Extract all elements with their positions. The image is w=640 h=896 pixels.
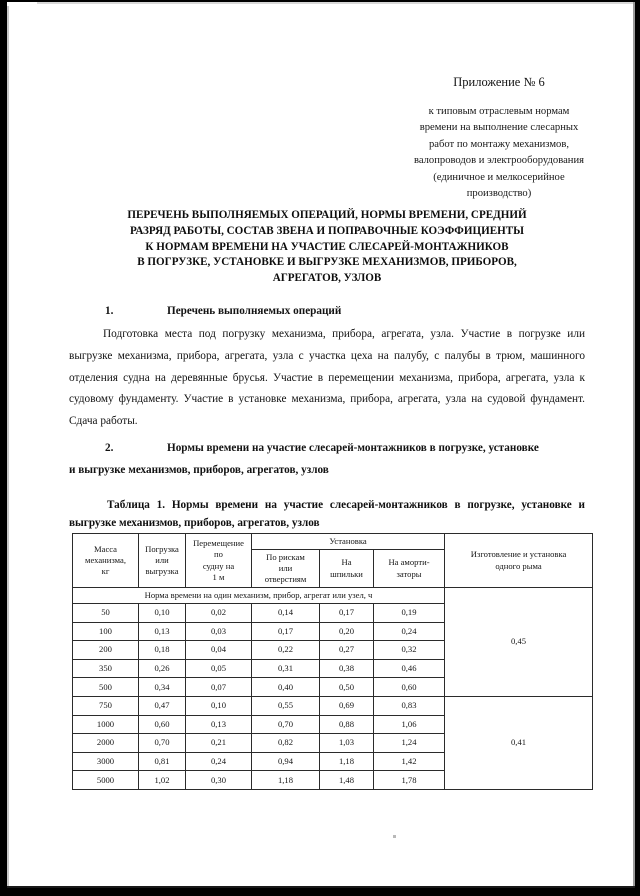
cell-shock: 0,32: [374, 641, 445, 660]
scan-speck: [393, 835, 396, 838]
cell-moving: 0,03: [186, 622, 252, 641]
cell-mass: 750: [73, 696, 139, 715]
appendix-subtitle-line: валопроводов и электрооборудования: [413, 155, 585, 167]
cell-marks: 0,82: [252, 734, 320, 753]
header-studs: [320, 550, 374, 588]
cell-marks: 0,22: [252, 641, 320, 660]
cell-marks: 1,18: [252, 771, 320, 790]
cell-moving: 0,21: [186, 734, 252, 753]
section-2-heading-continuation: и выгрузке механизмов, приборов, агрегатов, узлов: [69, 464, 329, 476]
cell-marks: 0,31: [252, 659, 320, 678]
cell-loading: 0,81: [139, 752, 186, 771]
cell-studs: 0,27: [320, 641, 374, 660]
header-loading: [139, 534, 186, 588]
header-eyebolt: [445, 534, 593, 588]
appendix-title: Приложение № 6: [453, 75, 545, 89]
document-title-line: К НОРМАМ ВРЕМЕНИ НА УЧАСТИЕ СЛЕСАРЕЙ-МОНТАЖНИКОВ: [145, 240, 509, 253]
eyebolt-merged-value: 0,45: [445, 588, 593, 697]
eyebolt-merged-value: 0,41: [445, 696, 593, 789]
cell-marks: 0,17: [252, 622, 320, 641]
cell-moving: 0,05: [186, 659, 252, 678]
cell-studs: 1,18: [320, 752, 374, 771]
cell-studs: 0,38: [320, 659, 374, 678]
units-label: Норма времени на один механизм, прибор, агрегат или узел, ч: [73, 588, 445, 604]
cell-moving: 0,13: [186, 715, 252, 734]
norms-table: [72, 533, 593, 790]
section-1-title: Перечень выполняемых операций: [167, 305, 342, 317]
cell-studs: 1,03: [320, 734, 374, 753]
header-moving: [186, 534, 252, 588]
header-loading-line: или: [155, 554, 169, 565]
scanned-page: [7, 2, 635, 888]
cell-loading: 0,18: [139, 641, 186, 660]
header-moving-line: Перемещение: [193, 538, 244, 549]
header-moving-line: по: [214, 549, 223, 560]
appendix-subtitle-line: производство): [466, 187, 532, 199]
cell-mass: 350: [73, 659, 139, 678]
header-eyebolt-line: Изготовление и установка: [470, 549, 567, 560]
cell-loading: 0,70: [139, 734, 186, 753]
header-loading-line: Погрузка: [145, 543, 179, 554]
cell-loading: 0,10: [139, 604, 186, 623]
cell-mass: 500: [73, 678, 139, 697]
header-eyebolt-line: одного рыма: [495, 560, 542, 571]
cell-loading: 0,13: [139, 622, 186, 641]
cell-loading: 0,26: [139, 659, 186, 678]
header-installation-group: Установка: [252, 534, 445, 550]
cell-shock: 0,46: [374, 659, 445, 678]
header-moving-line: судну на: [202, 560, 235, 571]
cell-moving: 0,30: [186, 771, 252, 790]
cell-mass: 5000: [73, 771, 139, 790]
cell-mass: 3000: [73, 752, 139, 771]
section-1-body: Подготовка места под погрузку механизма, прибора, агрегата, узла. Участие в погрузке или выгрузке механизма, прибора, агрегата, узла с участка цеха на палубу, с палубы в трюм, машинного отделения судна на деревянные брусья. Участие в перемещении механизма, прибора, агрегата, узла к судовому фундаменту. Участие в установке механизма, прибора, агрегата, узла на судовой фундамент. Сдача работы.: [69, 328, 585, 428]
cell-loading: 0,47: [139, 696, 186, 715]
cell-studs: 1,48: [320, 771, 374, 790]
cell-shock: 1,24: [374, 734, 445, 753]
header-studs-line: На: [341, 557, 352, 568]
header-marks-line: отверстиям: [264, 574, 307, 585]
cell-moving: 0,02: [186, 604, 252, 623]
document-title-line: ПЕРЕЧЕНЬ ВЫПОЛНЯЕМЫХ ОПЕРАЦИЙ, НОРМЫ ВРЕМЕНИ, СРЕДНИЙ: [127, 209, 527, 221]
header-marks-line: По рискам: [266, 551, 305, 562]
cell-moving: 0,07: [186, 678, 252, 697]
cell-moving: 0,10: [186, 696, 252, 715]
norms-table-body: [73, 588, 593, 790]
cell-studs: 0,88: [320, 715, 374, 734]
cell-moving: 0,04: [186, 641, 252, 660]
cell-loading: 0,34: [139, 678, 186, 697]
document-title-line: АГРЕГАТОВ, УЗЛОВ: [272, 272, 382, 284]
cell-shock: 0,83: [374, 696, 445, 715]
cell-marks: 0,14: [252, 604, 320, 623]
cell-shock: 1,78: [374, 771, 445, 790]
cell-mass: 2000: [73, 734, 139, 753]
cell-studs: 0,50: [320, 678, 374, 697]
header-shock-line: заторы: [396, 568, 422, 579]
cell-marks: 0,55: [252, 696, 320, 715]
section-2-number: 2.: [105, 442, 114, 454]
appendix-subtitle-line: работ по монтажу механизмов,: [429, 138, 569, 150]
section-2-title: Нормы времени на участие слесарей-монтажников в погрузке, установке: [167, 442, 539, 454]
cell-mass: 1000: [73, 715, 139, 734]
cell-shock: 0,19: [374, 604, 445, 623]
cell-loading: 1,02: [139, 771, 186, 790]
cell-marks: 0,40: [252, 678, 320, 697]
cell-marks: 0,94: [252, 752, 320, 771]
header-moving-line: 1 м: [212, 571, 225, 582]
cell-shock: 1,06: [374, 715, 445, 734]
section-1-heading: [69, 302, 585, 320]
cell-shock: 0,60: [374, 678, 445, 697]
appendix-subtitle-line: к типовым отраслевым нормам: [428, 105, 570, 117]
cell-mass: 200: [73, 641, 139, 660]
document-title: [69, 208, 585, 287]
header-mass-line: кг: [101, 566, 110, 577]
header-mass-line: механизма,: [85, 554, 126, 565]
appendix-subtitle-line: (единичное и мелкосерийное: [433, 171, 565, 183]
header-marks: [252, 550, 320, 588]
document-title-line: РАЗРЯД РАБОТЫ, СОСТАВ ЗВЕНА И ПОПРАВОЧНЫЕ КОЭФФИЦИЕНТЫ: [129, 224, 525, 237]
appendix-header: [379, 74, 619, 202]
cell-moving: 0,24: [186, 752, 252, 771]
appendix-subtitle: [379, 104, 619, 202]
cell-loading: 0,60: [139, 715, 186, 734]
table-row: [73, 696, 593, 715]
document-sheet: [7, 2, 635, 888]
cell-mass: 50: [73, 604, 139, 623]
header-marks-line: или: [278, 562, 293, 573]
cell-mass: 100: [73, 622, 139, 641]
cell-marks: 0,70: [252, 715, 320, 734]
appendix-subtitle-line: времени на выполнение слесарных: [419, 122, 579, 134]
section-2-heading: [69, 439, 585, 457]
table-units-row: [73, 588, 593, 604]
norms-table-wrapper: [72, 533, 592, 790]
header-shock: [374, 550, 445, 588]
cell-studs: 0,69: [320, 696, 374, 715]
document-title-line: В ПОГРУЗКЕ, УСТАНОВКЕ И ВЫГРУЗКЕ МЕХАНИЗМОВ, ПРИБОРОВ,: [137, 256, 517, 269]
section-1-number: 1.: [105, 305, 114, 317]
header-shock-line: На аморти-: [388, 557, 430, 568]
cell-studs: 0,17: [320, 604, 374, 623]
cell-studs: 0,20: [320, 622, 374, 641]
cell-shock: 1,42: [374, 752, 445, 771]
cell-shock: 0,24: [374, 622, 445, 641]
header-mass-line: Масса: [93, 543, 117, 554]
header-studs-line: шпильки: [330, 568, 363, 579]
header-mass: [73, 534, 139, 588]
header-loading-line: выгрузка: [145, 566, 179, 577]
table-caption: Таблица 1. Нормы времени на участие слесарей-монтажников в погрузке, установке и выгрузке механизмов, приборов, агрегатов, узлов: [69, 499, 585, 530]
table-header-row-1: [73, 534, 593, 550]
